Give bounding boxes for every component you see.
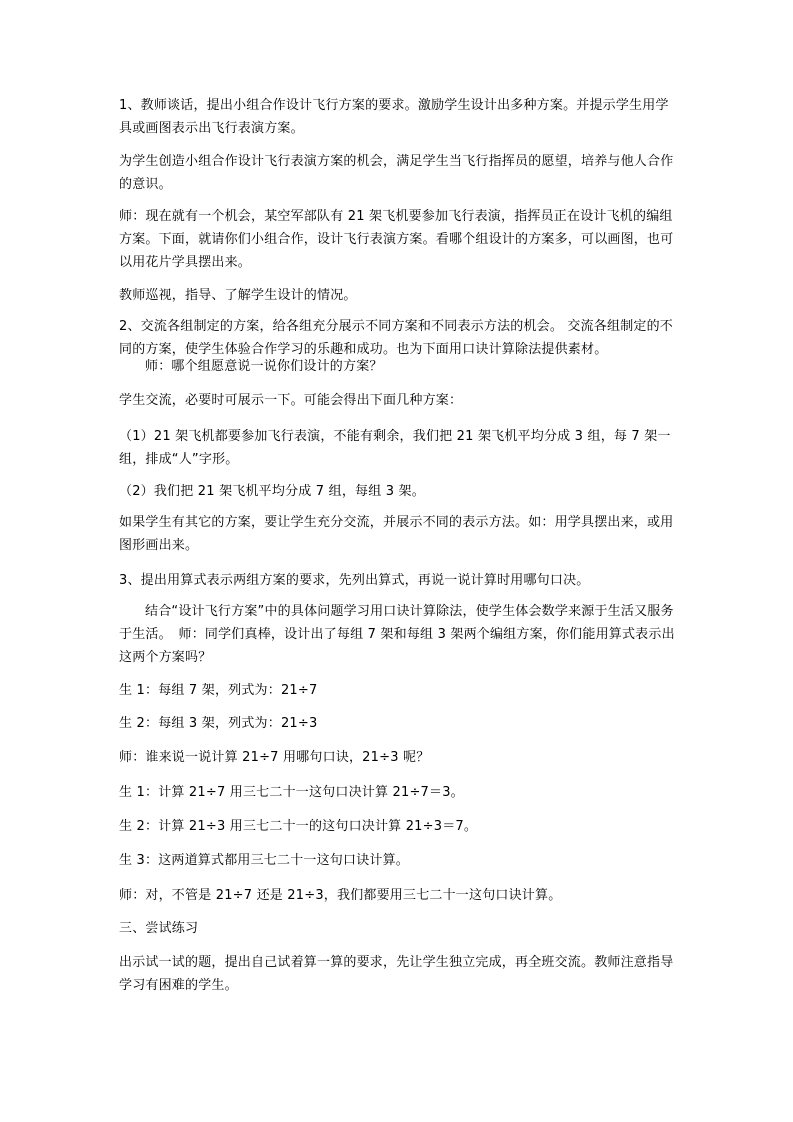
paragraph-8: （1）21 架飞机都要参加飞行表演，不能有剩余，我们把 21 架飞机平均分成 3 组，每 7 架一组，排成“人”字形。 [119, 429, 671, 467]
section-heading: 三、尝试练习 [119, 921, 199, 936]
paragraph-19: 师：对，不管是 21÷7 还是 21÷3，我们都要用三七二十一这句口诀计算。 [119, 888, 562, 903]
paragraph-16: 生 1：计算 21÷7 用三七二十一这句口决计算 21÷7＝3。 [119, 785, 464, 800]
paragraph-3: 师：现在就有一个机会，某空军部队有 21 架飞机要参加飞行表演，指挥员正在设计飞机的编组方案。下面，就请你们小组合作，设计飞行表演方案。看哪个组设计的方案多，可以画图，也可以用花片学具摆出来。 [119, 209, 674, 270]
paragraph-20: 出示试一试的题，提出自己试着算一算的要求，先让学生独立完成，再全班交流。教师注意指导学习有困难的学生。 [119, 955, 674, 993]
paragraph-5: 2、交流各组制定的方案，给各组充分展示不同方案和不同表示方法的机会。 交流各组制定的不同的方案，使学生体验合作学习的乐趣和成功。也为下面用口诀计算除法提供素材。 [119, 319, 674, 357]
paragraph-18: 生 3：这两道算式都用三七二十一这句口诀计算。 [119, 853, 410, 868]
paragraph-9: （2）我们把 21 架飞机平均分成 7 组，每组 3 架。 [119, 484, 425, 499]
paragraph-2: 为学生创造小组合作设计飞行表演方案的机会，满足学生当飞行指挥员的愿望，培养与他人合作的意识。 [119, 154, 674, 192]
paragraph-7: 学生交流，必要时可展示一下。可能会得出下面几种方案： [119, 393, 463, 408]
paragraph-13: 生 1：每组 7 架，列式为：21÷7 [119, 683, 318, 698]
paragraph-12: 结合“设计飞行方案”中的具体问题学习用口诀计算除法，使学生体会数学来源于生活又服务于生活。 师：同学们真棒，设计出了每组 7 架和每组 3 架两个编组方案，你们能用算式表示出这两个方案吗？ [119, 604, 675, 665]
paragraph-11: 3、提出用算式表示两组方案的要求，先列出算式，再说一说计算时用哪句口决。 [119, 573, 590, 588]
paragraph-17: 生 2：计算 21÷3 用三七二十一的这句口决计算 21÷3＝7。 [119, 819, 478, 834]
paragraph-4: 教师巡视，指导、了解学生设计的情况。 [119, 288, 357, 303]
paragraph-10: 如果学生有其它的方案，要让学生充分交流，并展示不同的表示方法。如：用学具摆出来，或用图形画出来。 [119, 515, 674, 553]
paragraph-6: 师：哪个组愿意说一说你们设计的方案？ [145, 359, 383, 374]
paragraph-14: 生 2：每组 3 架，列式为：21÷3 [119, 716, 318, 731]
paragraph-15: 师：谁来说一说计算 21÷7 用哪句口诀，21÷3 呢？ [119, 750, 430, 765]
paragraph-1: 1、教师谈话，提出小组合作设计飞行方案的要求。激励学生设计出多种方案。并提示学生用学具或画图表示出飞行表演方案。 [119, 98, 669, 136]
